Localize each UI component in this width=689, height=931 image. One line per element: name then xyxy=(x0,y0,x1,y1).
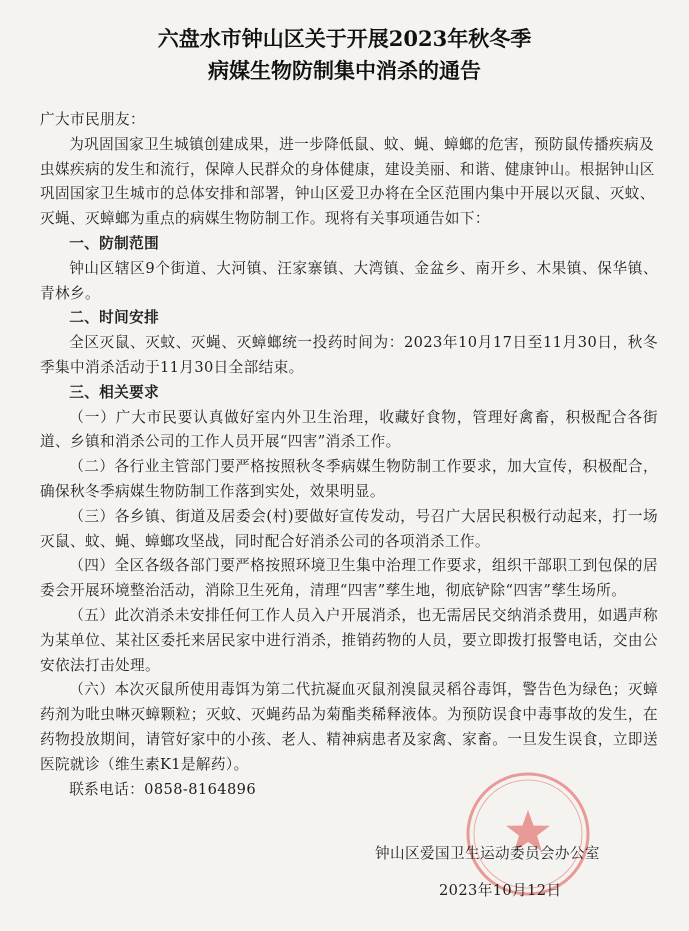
title-line-2: 病媒生物防制集中消杀的通告 xyxy=(208,58,481,83)
requirement-item-1: （一）广大市民要认真做好室内外卫生治理，收藏好食物，管理好禽畜，积极配合各街道、乡镇和消杀公司的工作人员开展“四害”消杀工作。 xyxy=(40,408,658,451)
issuer-name: 钟山区爱国卫生运动委员会办公室 xyxy=(375,845,600,862)
contact-phone: 联系电话：0858-8164896 xyxy=(69,780,257,798)
section-heading-schedule: 二、时间安排 xyxy=(69,309,160,327)
salutation: 广大市民朋友： xyxy=(40,111,145,128)
notice-body xyxy=(40,108,658,802)
requirement-item-4: （四）全区各级各部门要严格按照环境卫生集中治理工作要求，组织干部职工到包保的居委会开展环境整治活动，消除卫生死角，清理“四害”孳生地，彻底铲除“四害”孳生场所。 xyxy=(40,557,658,600)
requirement-item-3: （三）各乡镇、街道及居委会(村)要做好宣传发动，号召广大居民积极行动起来，打一场灭鼠、蚊、蝇、蟑螂攻坚战，同时配合好消杀公司的各项消杀工作。 xyxy=(40,507,658,550)
requirement-item-5: （五）此次消杀未安排任何工作人员入户开展消杀，也无需居民交纳消杀费用，如遇声称为某单位、某社区委托来居民家中进行消杀，推销药物的人员，要立即拨打报警电话，交由公安依法打击处理。 xyxy=(40,606,658,674)
section-heading-scope: 一、防制范围 xyxy=(69,234,160,252)
title-line-1: 六盘水市钟山区关于开展2023年秋冬季 xyxy=(157,26,532,51)
issue-date: 2023年10月12日 xyxy=(439,882,562,899)
intro-paragraph-2: 根据钟山区巩固国家卫生城市的总体安排和部署，钟山区爱卫办将在全区范围内集中开展以灭鼠、灭蚊、灭蝇、灭蟑螂为重点的病媒生物防制工作。现将有关事项通告如下： xyxy=(40,160,655,228)
requirement-item-6: （六）本次灭鼠所使用毒饵为第二代抗凝血灭鼠剂溴鼠灵稻谷毒饵，警告色为绿色；灭蟑药剂为吡虫啉灭蟑颗粒；灭蚊、灭蝇药品为菊酯类稀释液体。为预防误食中毒事故的发生，在药物投放期间，请管好家中的小孩、老人、精神病患者及家禽、家畜。一旦发生误食，立即送医院就诊（维生素K1是解药）。 xyxy=(40,681,658,773)
section-scope-text: 钟山区辖区9个街道、大河镇、汪家寨镇、大湾镇、金盆乡、南开乡、木果镇、保华镇、青林乡。 xyxy=(40,259,658,302)
requirement-item-2: （二）各行业主管部门要严格按照秋冬季病媒生物防制工作要求，加大宣传，积极配合，确保秋冬季病媒生物防制工作落到实处，效果明显。 xyxy=(40,458,658,500)
section-heading-requirements: 三、相关要求 xyxy=(69,383,160,401)
intro-paragraph-1: 为巩固国家卫生城镇创建成果，进一步降低鼠、蚊、蝇、蟑螂的危害，预防鼠传播疾病及虫媒疾病的发生和流行，保障人民群众的身体健康，建设美丽、和谐、健康钟山。 xyxy=(40,135,654,178)
section-schedule-text: 全区灭鼠、灭蚊、灭蝇、灭蟑螂统一投药时间为：2023年10月17日至11月30日，秋冬季集中消杀活动于11月30日全部结束。 xyxy=(40,334,658,376)
